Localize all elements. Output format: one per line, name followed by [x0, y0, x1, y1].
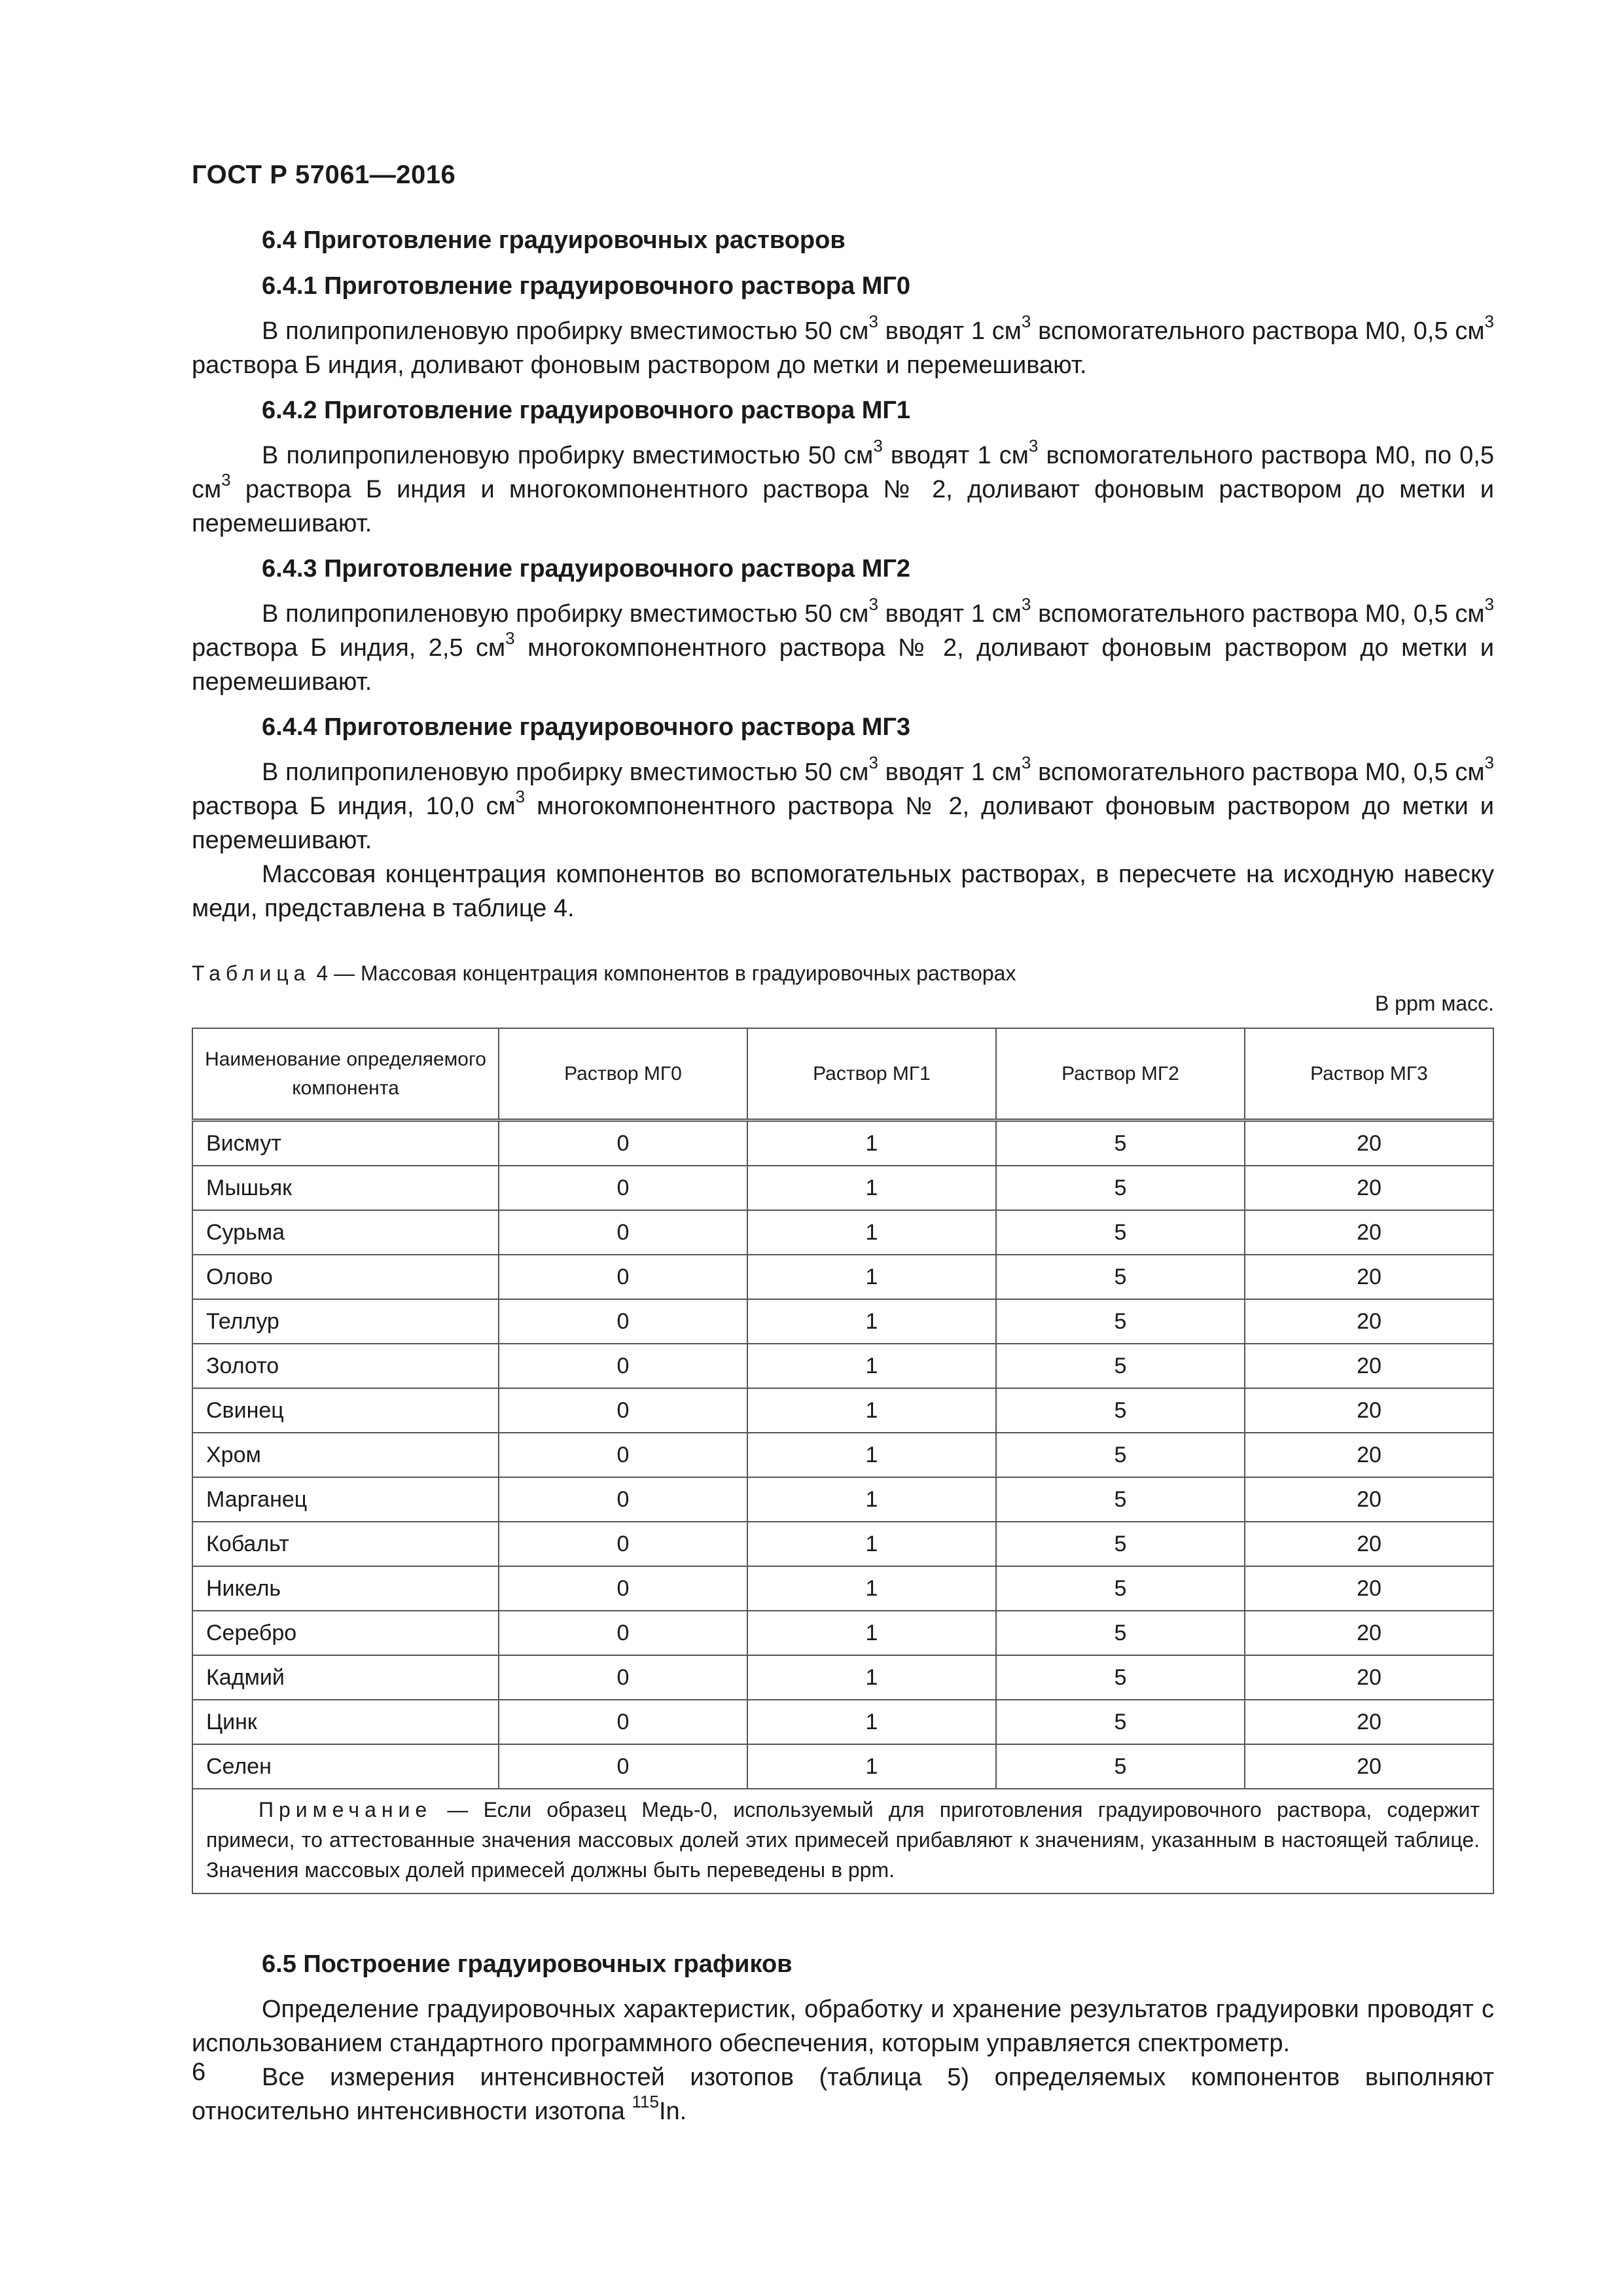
- table-note-row: [192, 1789, 1493, 1893]
- value-cell: 1: [747, 1388, 996, 1433]
- component-name-cell: Теллур: [192, 1299, 499, 1344]
- header-mg1: Раствор МГ1: [747, 1028, 996, 1121]
- value-cell: 20: [1245, 1299, 1493, 1344]
- value-cell: 5: [996, 1700, 1245, 1744]
- table-row: [192, 1477, 1493, 1522]
- value-cell: 5: [996, 1522, 1245, 1566]
- component-name-cell: Серебро: [192, 1611, 499, 1655]
- value-cell: 5: [996, 1655, 1245, 1700]
- value-cell: 20: [1245, 1121, 1493, 1166]
- value-cell: 20: [1245, 1255, 1493, 1299]
- header-component: Наименование определяемого компонента: [192, 1028, 499, 1121]
- value-cell: 0: [499, 1744, 747, 1789]
- value-cell: 5: [996, 1255, 1245, 1299]
- section-6-5-text-2: Все измерения интенсивностей изотопов (таблица 5) определяемых компонентов выполняют относительно интенсивности изотопа $^{115}$In.: [192, 2064, 1494, 2125]
- component-name-cell: Марганец: [192, 1477, 499, 1522]
- component-name-cell: Хром: [192, 1433, 499, 1477]
- value-cell: 1: [747, 1522, 996, 1566]
- value-cell: 0: [499, 1655, 747, 1700]
- value-cell: 0: [499, 1477, 747, 1522]
- section-6-4-2-text: В полипропиленовую пробирку вместимостью 50 $см^3$ вводят 1 $см^3$ вспомогательного раствора М0, по 0,5 $см^3$ раствора Б индия и многокомпонентного раствора № 2, доливают фоновым раствором до метки и перемешивают.: [192, 436, 1494, 537]
- value-cell: 20: [1245, 1433, 1493, 1477]
- table-note: Примечание — Если образец Медь-0, используемый для приготовления градуировочного раствора, содержит примеси, то аттестованные значения массовых долей этих примесей прибавляют к значениям, указанным в настоящей таблице. Значения массовых долей примесей должны быть переведены в ppm.: [192, 1789, 1493, 1893]
- value-cell: 5: [996, 1566, 1245, 1611]
- table-row: [192, 1566, 1493, 1611]
- value-cell: 0: [499, 1433, 747, 1477]
- value-cell: 0: [499, 1522, 747, 1566]
- value-cell: 0: [499, 1166, 747, 1210]
- section-6-4-4-text-2: Массовая концентрация компонентов во вспомогательных растворах, в пересчете на исходную навеску меди, представлена в таблице 4.: [192, 861, 1494, 922]
- value-cell: 0: [499, 1566, 747, 1611]
- value-cell: 20: [1245, 1344, 1493, 1388]
- value-cell: 20: [1245, 1477, 1493, 1522]
- concentration-table: [192, 1028, 1494, 1894]
- value-cell: 1: [747, 1255, 996, 1299]
- section-6-5-text-1: Определение градуировочных характеристик, обработку и хранение результатов градуировки проводят с использованием стандартного программного обеспечения, которым управляется спектрометр.: [192, 1996, 1494, 2057]
- section-6-5-title: 6.5 Построение градуировочных графиков: [262, 1950, 793, 1978]
- value-cell: 20: [1245, 1700, 1493, 1744]
- value-cell: 5: [996, 1344, 1245, 1388]
- header-mg3: Раствор МГ3: [1245, 1028, 1493, 1121]
- table-row: [192, 1433, 1493, 1477]
- value-cell: 5: [996, 1611, 1245, 1655]
- table-row: [192, 1700, 1493, 1744]
- table-body: [192, 1121, 1493, 1789]
- table-row: [192, 1655, 1493, 1700]
- value-cell: 1: [747, 1299, 996, 1344]
- table-row: [192, 1611, 1493, 1655]
- value-cell: 1: [747, 1744, 996, 1789]
- component-name-cell: Мышьяк: [192, 1166, 499, 1210]
- table-row: [192, 1522, 1493, 1566]
- section-6-4-title: 6.4 Приготовление градуировочных растворов: [262, 226, 846, 254]
- value-cell: 20: [1245, 1744, 1493, 1789]
- header-mg0: Раствор МГ0: [499, 1028, 747, 1121]
- value-cell: 0: [499, 1700, 747, 1744]
- value-cell: 5: [996, 1299, 1245, 1344]
- value-cell: 5: [996, 1477, 1245, 1522]
- value-cell: 0: [499, 1344, 747, 1388]
- component-name-cell: Золото: [192, 1344, 499, 1388]
- value-cell: 1: [747, 1433, 996, 1477]
- value-cell: 20: [1245, 1210, 1493, 1255]
- document-id: ГОСТ Р 57061—2016: [192, 160, 456, 189]
- page-number: 6: [192, 2058, 206, 2086]
- table-row: [192, 1255, 1493, 1299]
- component-name-cell: Кобальт: [192, 1522, 499, 1566]
- value-cell: 1: [747, 1210, 996, 1255]
- value-cell: 5: [996, 1388, 1245, 1433]
- component-name-cell: Сурьма: [192, 1210, 499, 1255]
- section-6-4-4-text: В полипропиленовую пробирку вместимостью 50 $см^3$ вводят 1 $см^3$ вспомогательного раствора М0, 0,5 $см^3$ раствора Б индия, 10,0 $см^3$ многокомпонентного раствора № 2, доливают фоновым раствором до метки и перемешивают.: [192, 753, 1494, 854]
- section-6-4-1-text: В полипропиленовую пробирку вместимостью 50 $см^3$ вводят 1 $см^3$ вспомогательного раствора М0, 0,5 $см^3$ раствора Б индия, доливают фоновым раствором до метки и перемешивают.: [192, 312, 1494, 379]
- table-caption: Таблица 4 — Массовая концентрация компонентов в градуировочных растворах: [192, 961, 1016, 985]
- component-name-cell: Никель: [192, 1566, 499, 1611]
- header-mg2: Раствор МГ2: [996, 1028, 1245, 1121]
- component-name-cell: Цинк: [192, 1700, 499, 1744]
- value-cell: 5: [996, 1121, 1245, 1166]
- value-cell: 0: [499, 1388, 747, 1433]
- value-cell: 1: [747, 1121, 996, 1166]
- component-name-cell: Висмут: [192, 1121, 499, 1166]
- value-cell: 1: [747, 1700, 996, 1744]
- value-cell: 20: [1245, 1166, 1493, 1210]
- value-cell: 0: [499, 1299, 747, 1344]
- value-cell: 1: [747, 1655, 996, 1700]
- component-name-cell: Свинец: [192, 1388, 499, 1433]
- table-header-row: [192, 1028, 1493, 1121]
- page-content: [192, 223, 1494, 2139]
- table-row: [192, 1344, 1493, 1388]
- section-6-4-4-title: 6.4.4 Приготовление градуировочного раствора МГ3: [262, 713, 911, 741]
- value-cell: 5: [996, 1210, 1245, 1255]
- value-cell: 20: [1245, 1655, 1493, 1700]
- value-cell: 20: [1245, 1566, 1493, 1611]
- section-6-4-3-title: 6.4.3 Приготовление градуировочного раствора МГ2: [262, 555, 911, 583]
- value-cell: 20: [1245, 1522, 1493, 1566]
- table-row: [192, 1299, 1493, 1344]
- table-row: [192, 1210, 1493, 1255]
- value-cell: 0: [499, 1255, 747, 1299]
- table-row: [192, 1121, 1493, 1166]
- table-row: [192, 1744, 1493, 1789]
- value-cell: 0: [499, 1121, 747, 1166]
- value-cell: 1: [747, 1611, 996, 1655]
- value-cell: 5: [996, 1744, 1245, 1789]
- component-name-cell: Селен: [192, 1744, 499, 1789]
- value-cell: 1: [747, 1166, 996, 1210]
- component-name-cell: Олово: [192, 1255, 499, 1299]
- value-cell: 20: [1245, 1388, 1493, 1433]
- table-row: [192, 1388, 1493, 1433]
- component-name-cell: Кадмий: [192, 1655, 499, 1700]
- value-cell: 1: [747, 1344, 996, 1388]
- table-units: В ppm масс.: [1374, 992, 1494, 1015]
- value-cell: 0: [499, 1210, 747, 1255]
- value-cell: 5: [996, 1166, 1245, 1210]
- value-cell: 20: [1245, 1611, 1493, 1655]
- value-cell: 1: [747, 1566, 996, 1611]
- section-6-4-2-title: 6.4.2 Приготовление градуировочного раствора МГ1: [262, 397, 911, 424]
- value-cell: 1: [747, 1477, 996, 1522]
- table-row: [192, 1166, 1493, 1210]
- value-cell: 0: [499, 1611, 747, 1655]
- section-6-4-1-title: 6.4.1 Приготовление градуировочного раствора МГ0: [262, 272, 911, 300]
- value-cell: 5: [996, 1433, 1245, 1477]
- section-6-4-3-text: В полипропиленовую пробирку вместимостью 50 $см^3$ вводят 1 $см^3$ вспомогательного раствора М0, 0,5 $см^3$ раствора Б индия, 2,5 $см^3$ многокомпонентного раствора № 2, доливают фоновым раствором до метки и перемешивают.: [192, 594, 1494, 696]
